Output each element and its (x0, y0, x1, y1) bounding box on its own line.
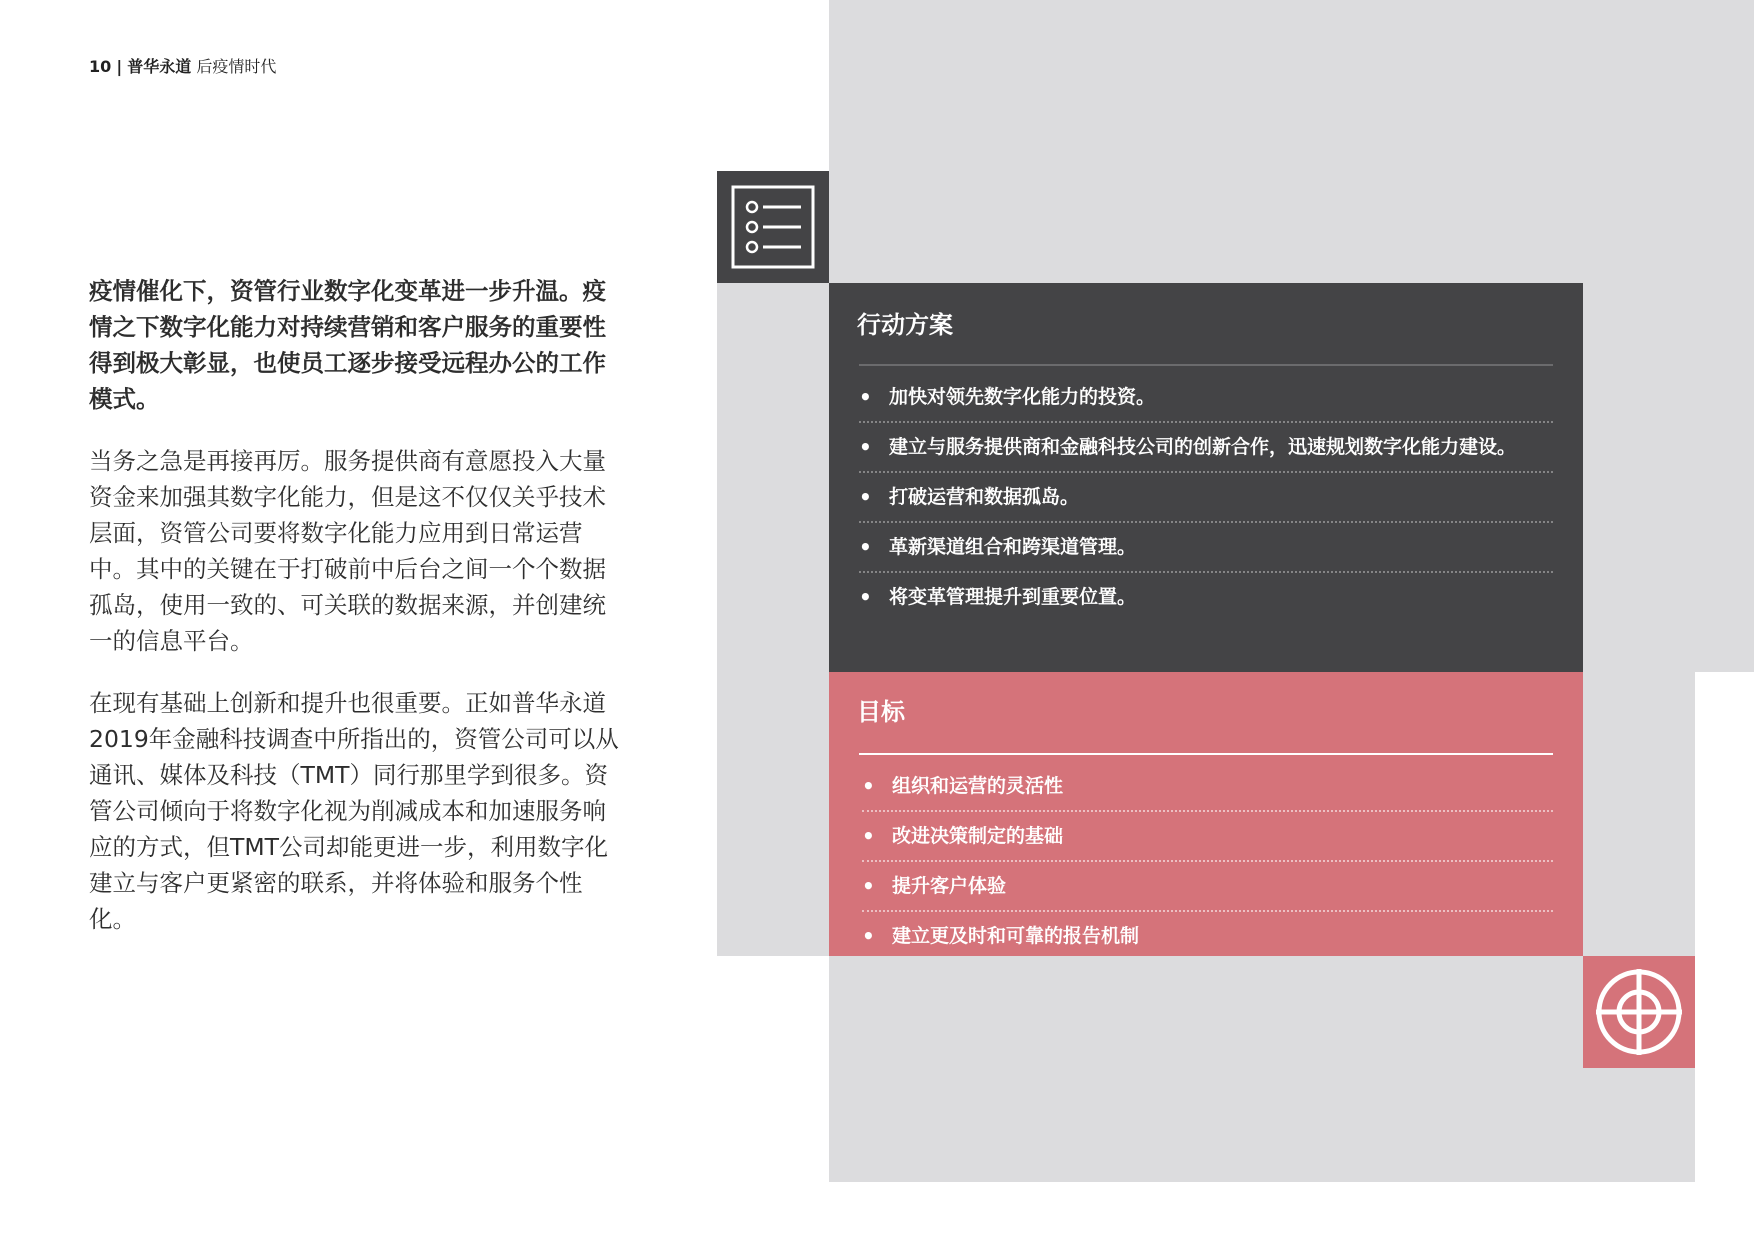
action-plan-item: • 建立与服务提供商和金融科技公司的创新合作，迅速规划数字化能力建设。 (859, 423, 1553, 473)
lead-paragraph: 疫情催化下，资管行业数字化变革进一步升温。疫情之下数字化能力对持续营销和客户服务的重要性得到极大彰显，也使员工逐步接受远程办公的工作模式。 (89, 277, 606, 413)
body-text (89, 273, 619, 963)
list-icon (717, 171, 829, 283)
goals-divider (859, 753, 1553, 755)
body-paragraph-1: 当务之急是再接再厉。服务提供商有意愿投入大量资金来加强其数字化能力，但是这不仅仅关乎技术层面，资管公司要将数字化能力应用到日常运营中。其中的关键在于打破前中后台之间一个个数据孤岛，使用一致的、可关联的数据来源，并创建统一的信息平台。 (89, 447, 606, 655)
goal-item: • 组织和运营的灵活性 (862, 762, 1553, 812)
goals-list (862, 762, 1553, 962)
goals-title: 目标 (857, 698, 905, 726)
action-plan-panel (829, 283, 1583, 672)
page-number: 10 (89, 57, 112, 76)
action-plan-item: • 革新渠道组合和跨渠道管理。 (859, 523, 1553, 573)
action-plan-title: 行动方案 (857, 311, 953, 339)
body-paragraph-2: 在现有基础上创新和提升也很重要。正如普华永道2019年金融科技调查中所指出的，资管公司可以从通讯、媒体及科技（TMT）同行那里学到很多。资管公司倾向于将数字化视为削减成本和加速服务响应的方式，但TMT公司却能更进一步，利用数字化建立与客户更紧密的联系，并将体验和服务个性化。 (89, 689, 619, 933)
goal-item: • 建立更及时和可靠的报告机制 (862, 912, 1553, 962)
header-separator: | (116, 57, 123, 76)
page-header (89, 54, 276, 77)
action-plan-divider (859, 364, 1553, 366)
background-gray-strip (717, 171, 829, 956)
action-plan-item: • 将变革管理提升到重要位置。 (859, 573, 1553, 623)
action-plan-item: • 打破运营和数据孤岛。 (859, 473, 1553, 523)
goal-item: • 提升客户体验 (862, 862, 1553, 912)
goals-panel (829, 672, 1583, 956)
action-plan-list (859, 373, 1553, 623)
goal-item: • 改进决策制定的基础 (862, 812, 1553, 862)
brand-name: 普华永道 (127, 57, 192, 76)
action-plan-item: • 加快对领先数字化能力的投资。 (859, 373, 1553, 423)
target-icon (1583, 956, 1695, 1068)
section-title: 后疫情时代 (196, 57, 277, 76)
